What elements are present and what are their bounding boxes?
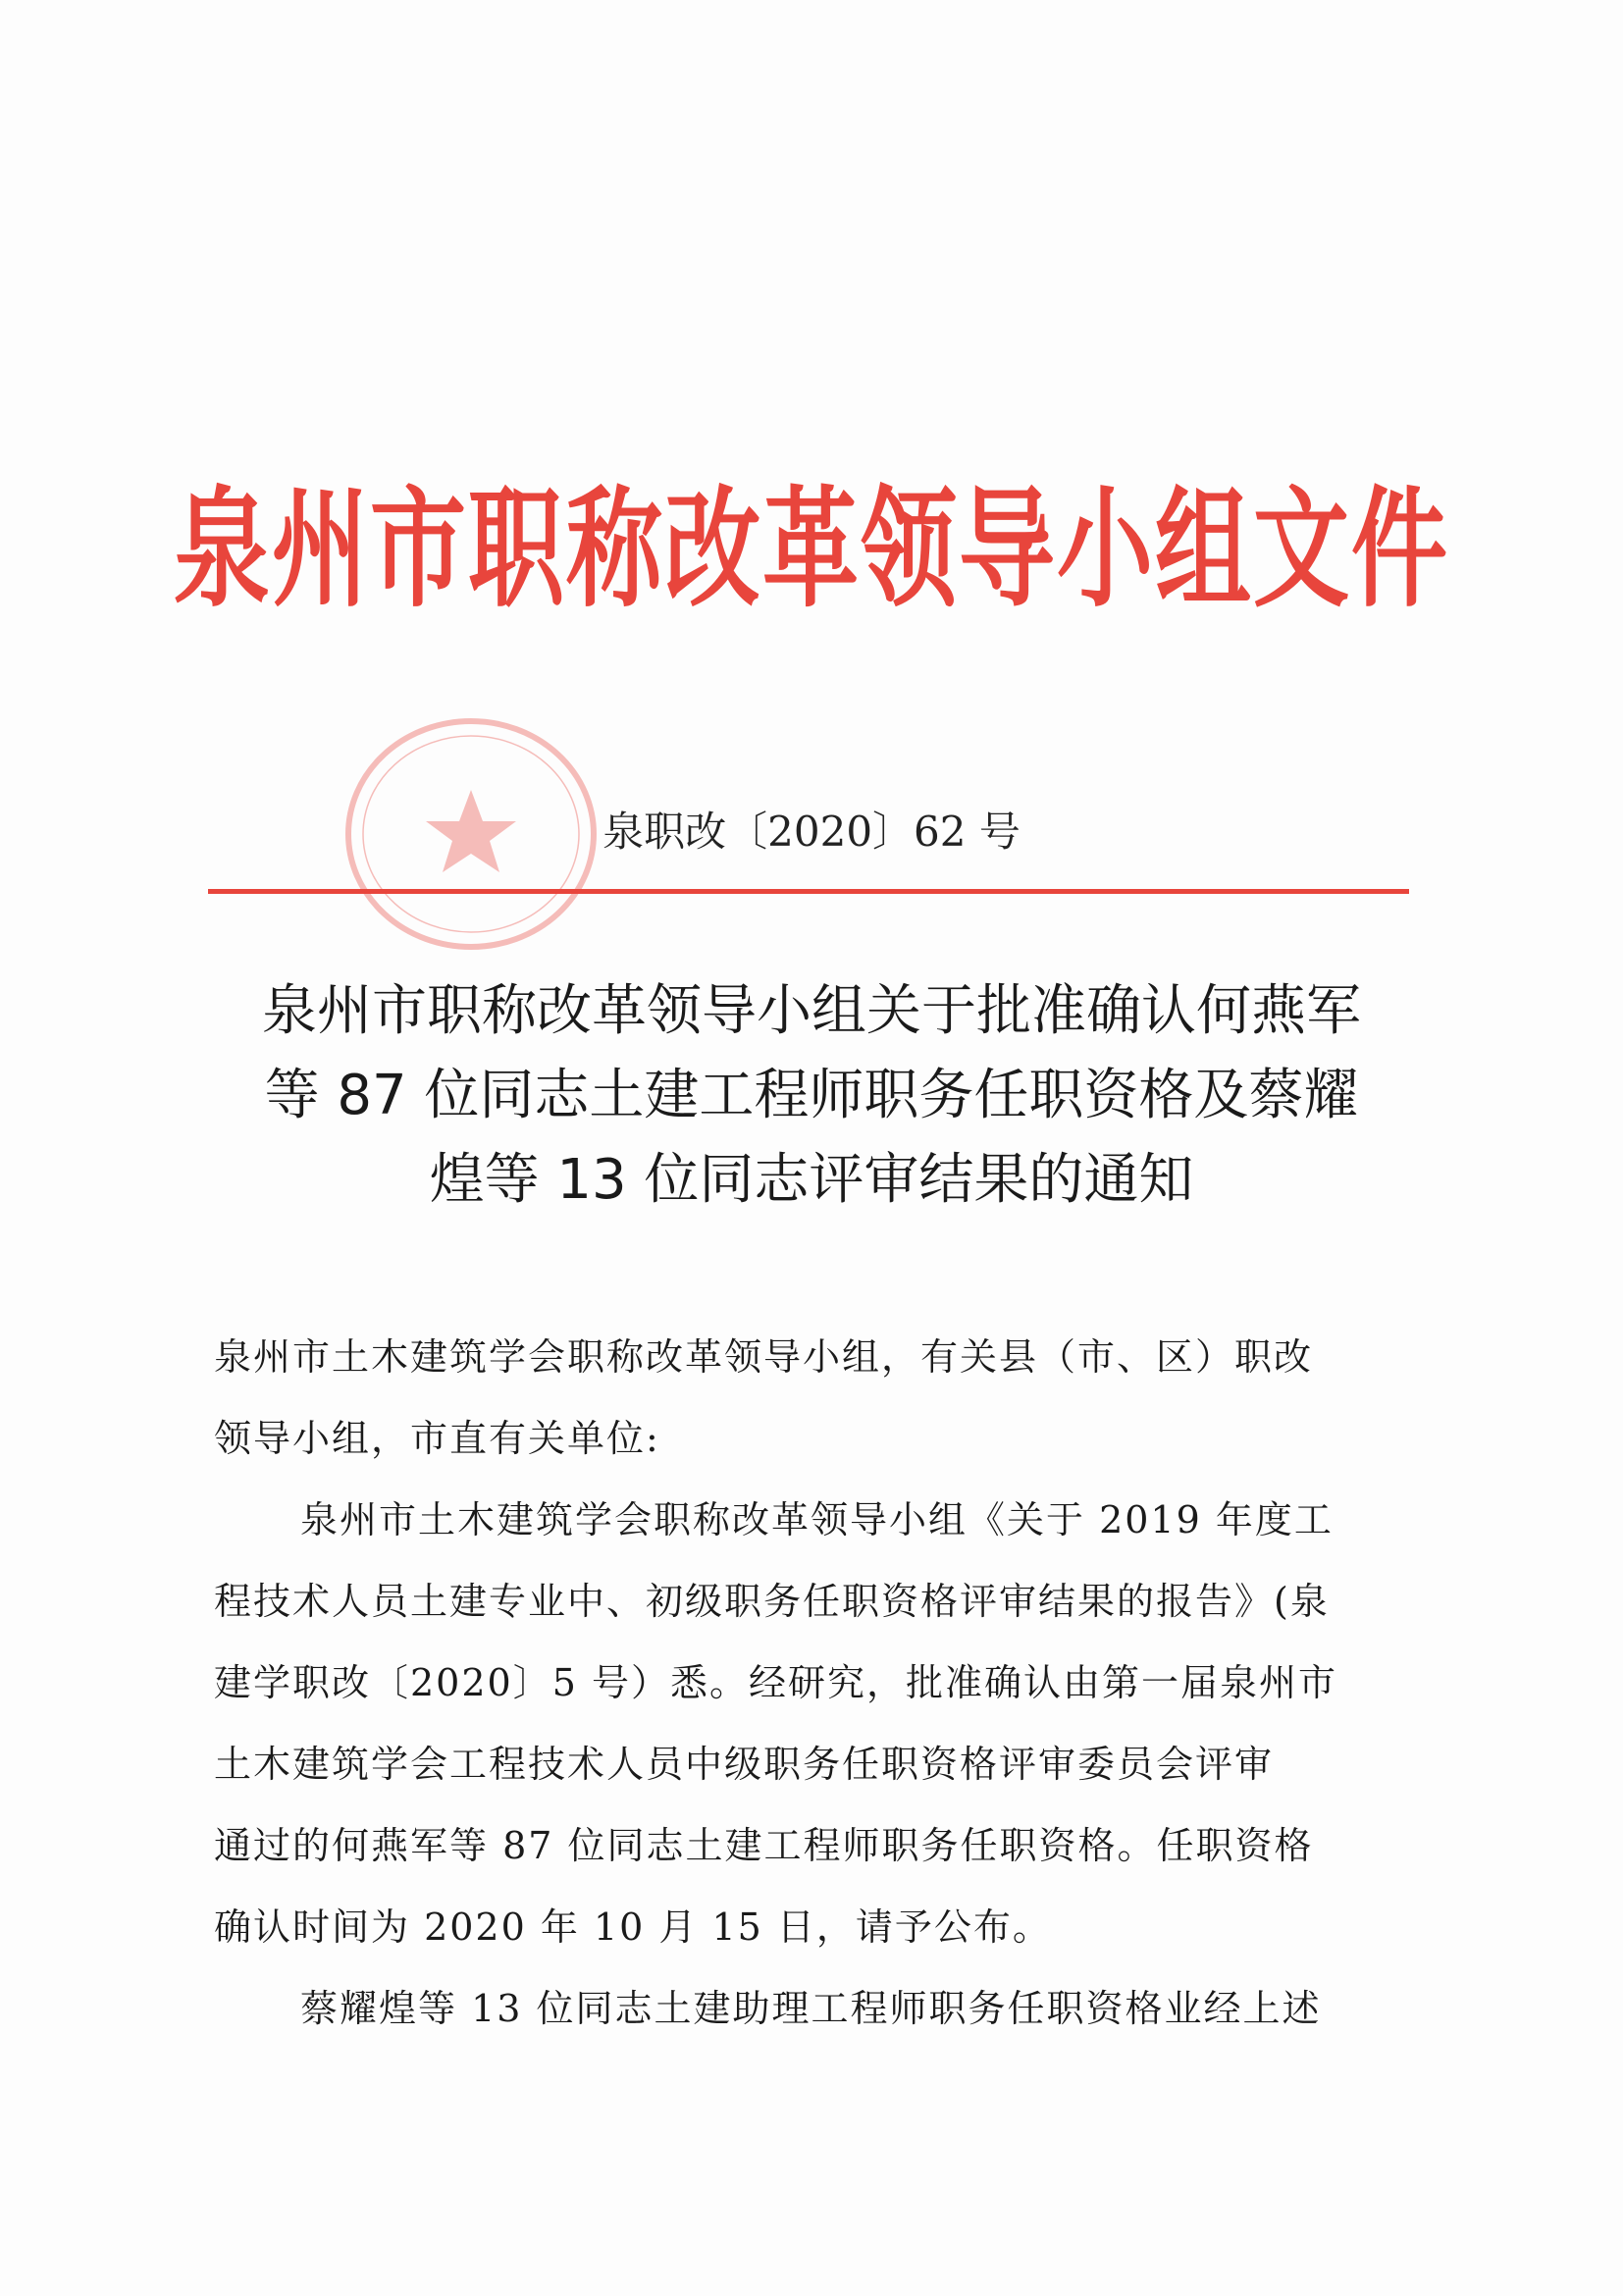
title-line: 等 87 位同志土建工程师职务任职资格及蔡耀 [264, 1064, 1359, 1127]
notice-title [208, 969, 1415, 1223]
masthead-title: 泉州市职称改革领导小组文件 [173, 475, 1449, 626]
body-line: 确认时间为 2020 年 10 月 15 日，请予公布。 [214, 1905, 1052, 1949]
red-divider-rule [208, 889, 1409, 894]
body-line: 程技术人员土建专业中、初级职务任职资格评审结果的报告》(泉 [214, 1580, 1330, 1623]
body-line: 泉州市土木建筑学会职称改革领导小组《关于 2019 年度工 [300, 1498, 1334, 1541]
title-line: 泉州市职称改革领导小组关于批准确认何燕军 [262, 979, 1361, 1043]
body-line: 土木建筑学会工程技术人员中级职务任职资格评审委员会评审 [214, 1743, 1275, 1786]
body-line: 建学职改〔2020〕5 号）悉。经研究，批准确认由第一届泉州市 [214, 1661, 1337, 1704]
body-line: 领导小组，市直有关单位: [214, 1417, 660, 1460]
document-number: 泉职改〔2020〕62 号 [602, 808, 1021, 856]
body-line: 通过的何燕军等 87 位同志土建工程师职务任职资格。任职资格 [214, 1824, 1314, 1867]
notice-body [214, 1317, 1431, 2050]
body-line: 泉州市土木建筑学会职称改革领导小组，有关县（市、区）职改 [214, 1335, 1314, 1379]
body-line: 蔡耀煌等 13 位同志土建助理工程师职务任职资格业经上述 [300, 1987, 1322, 2030]
title-line: 煌等 13 位同志评审结果的通知 [429, 1148, 1194, 1212]
